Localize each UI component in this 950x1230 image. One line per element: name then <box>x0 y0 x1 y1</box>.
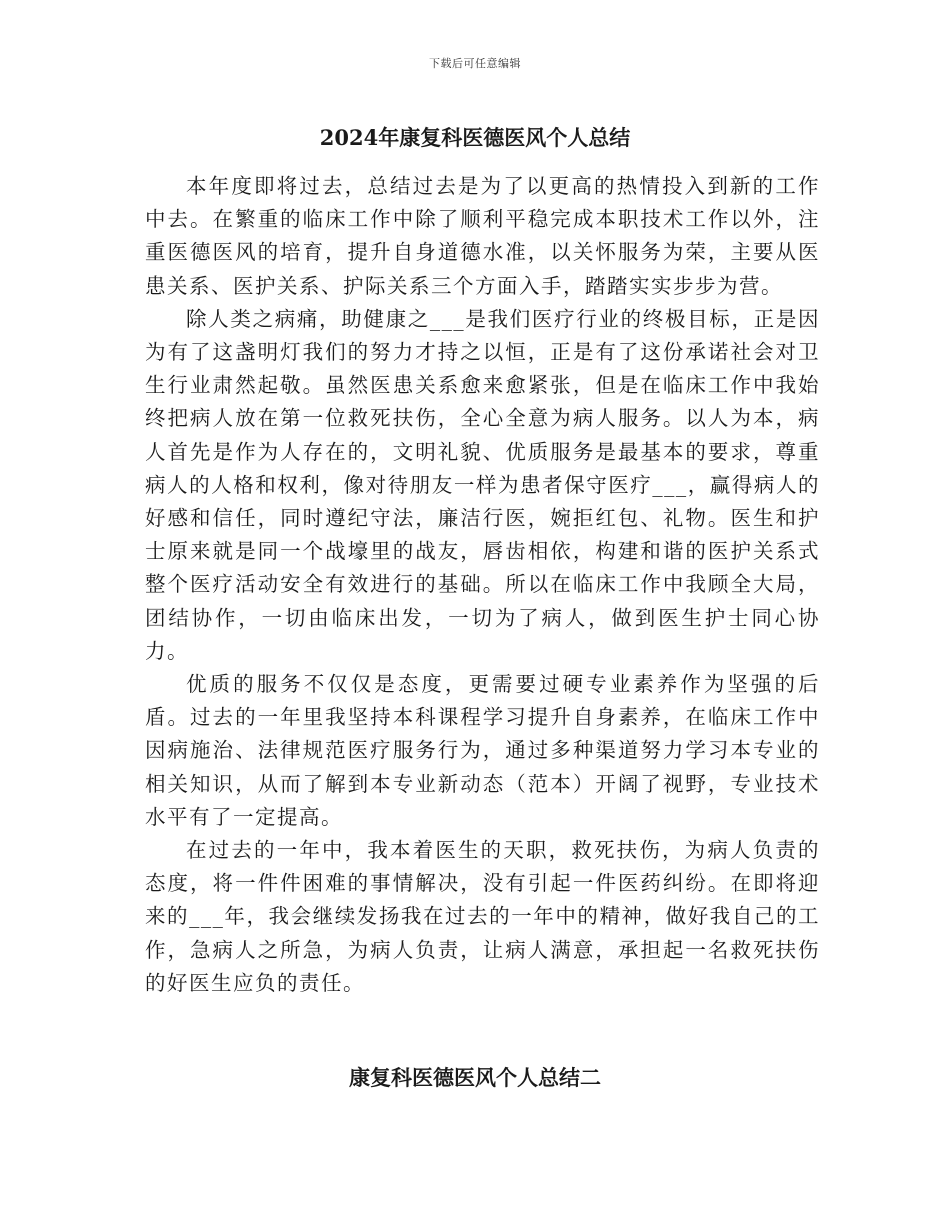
document-title: 2024年康复科医德医风个人总结 <box>319 125 631 150</box>
paragraph-doctor-patient: 除人类之病痛，助健康之___是我们医疗行业的终极目标，正是因为有了这盏明灯我们的努力才持之以恒，正是有了这份承诺社会对卫生行业肃然起敬。虽然医患关系愈来愈紧张，但是在临床工作中我始终把病人放在第一位救死扶伤，全心全意为病人服务。以人为本，病人首先是作为人存在的，文明礼貌、优质服务是最基本的要求，尊重病人的人格和权利，像对待朋友一样为患者保守医疗___，赢得病人的好感和信任，同时遵纪守法，廉洁行医，婉拒红包、礼物。医生和护士原来就是同一个战壕里的战友，唇齿相依，构建和谐的医护关系式整个医疗活动安全有效进行的基础。所以在临床工作中我顾全大局，团结协作，一切由临床出发，一切为了病人，做到医生护士同心协力。 <box>145 306 820 663</box>
paragraph-professional-skill: 优质的服务不仅仅是态度，更需要过硬专业素养作为坚强的后盾。过去的一年里我坚持本科课程学习提升自身素养，在临床工作中因病施治、法律规范医疗服务行为，通过多种渠道努力学习本专业的相关知识，从而了解到本专业新动态（范本）开阔了视野，专业技术水平有了一定提高。 <box>145 672 820 829</box>
document-body <box>145 170 820 1000</box>
section-subtitle: 康复科医德医风个人总结二 <box>349 1065 601 1090</box>
paragraph-intro: 本年度即将过去，总结过去是为了以更高的热情投入到新的工作中去。在繁重的临床工作中除了顺利平稳完成本职技术工作以外，注重医德医风的培育，提升自身道德水准，以关怀服务为荣，主要从医患关系、医护关系、护际关系三个方面入手，踏踏实实步步为营。 <box>145 174 820 298</box>
download-note: 下载后可任意编辑 <box>429 57 521 70</box>
paragraph-conclusion: 在过去的一年中，我本着医生的天职，救死扶伤，为病人负责的态度，将一件件困难的事情解决，没有引起一件医药纠纷。在即将迎来的___年，我会继续发扬我在过去的一年中的精神，做好我自己的工作，急病人之所急，为病人负责，让病人满意，承担起一名救死扶伤的好医生应负的责任。 <box>145 838 820 995</box>
